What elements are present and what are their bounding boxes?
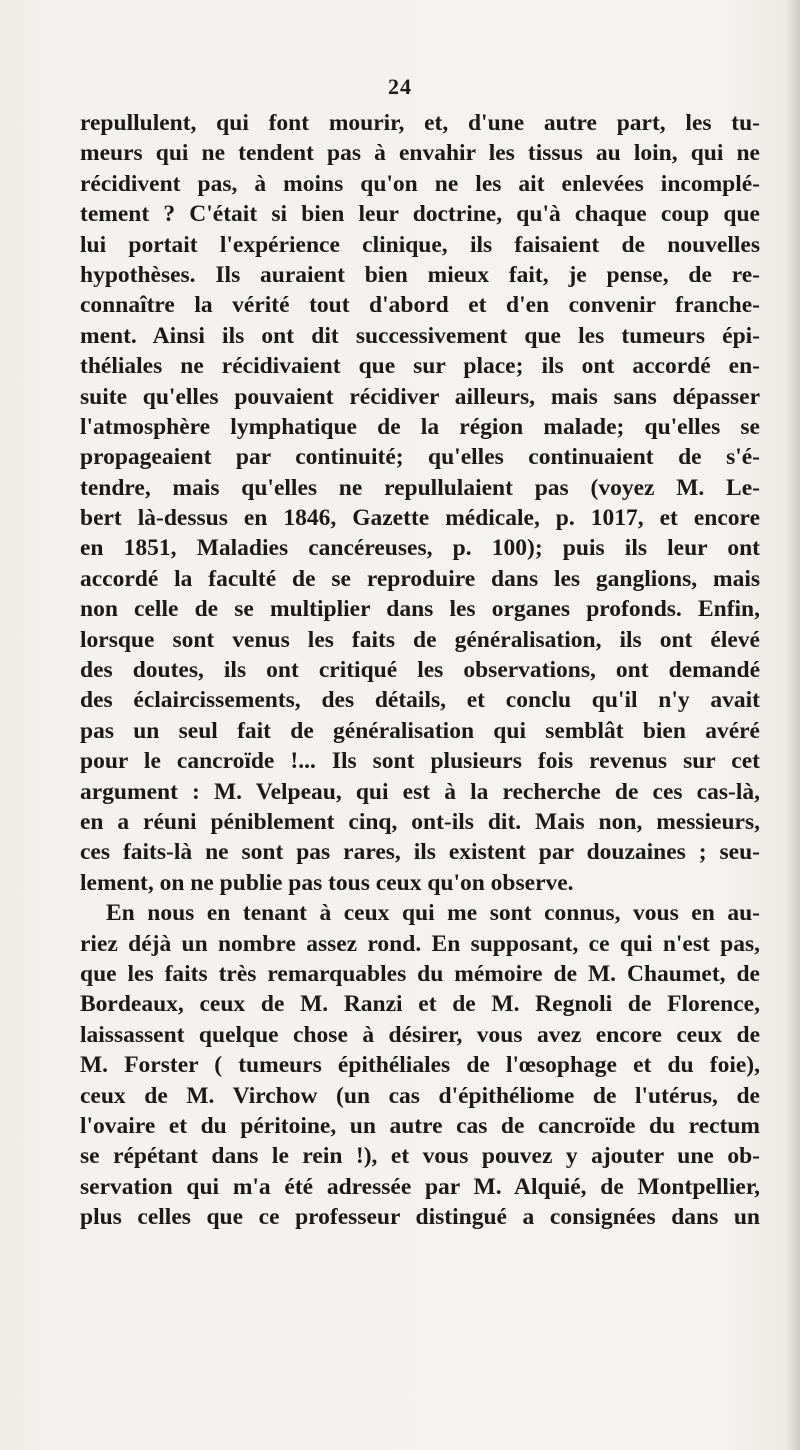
text-line: tendre, mais qu'elles ne repullulaient pas (voyez M. Le- [80, 474, 760, 501]
text-line: tement ? C'était si bien leur doctrine, qu'à chaque coup que [80, 201, 760, 228]
text-line: que les faits très remarquables du mémoire de M. Chaumet, de [80, 960, 760, 987]
text-line: meurs qui ne tendent pas à envahir les tissus au loin, qui ne [80, 140, 760, 167]
text-line: l'atmosphère lymphatique de la région malade; qu'elles se [80, 413, 760, 440]
text-line: laissassent quelque chose à désirer, vous avez encore ceux de [80, 1021, 760, 1048]
text-line: connaître la vérité tout d'abord et d'en convenir franche- [80, 292, 760, 319]
text-line: récidivent pas, à moins qu'on ne les ait enlevées incomplé- [80, 170, 760, 197]
text-line: En nous en tenant à ceux qui me sont connus, vous en au- [106, 900, 760, 927]
text-line: M. Forster ( tumeurs épithéliales de l'œsophage et du foie), [80, 1052, 760, 1079]
text-line: des éclaircissements, des détails, et conclu qu'il n'y avait [80, 687, 760, 714]
paragraph-2 [80, 898, 760, 1232]
text-line: argument : M. Velpeau, qui est à la recherche de ces cas-là, [80, 778, 760, 805]
text-line: repullulent, qui font mourir, et, d'une autre part, les tu- [80, 110, 760, 136]
text-line: Bordeaux, ceux de M. Ranzi et de M. Regnoli de Florence, [80, 991, 760, 1018]
text-line: pour le cancroïde !... Ils sont plusieurs fois revenus sur cet [80, 748, 760, 775]
text-line: ces faits-là ne sont pas rares, ils existent par douzaines ; seu- [80, 839, 760, 866]
text-line: théliales ne récidivaient que sur place; ils ont accordé en- [80, 353, 760, 380]
text-line: riez déjà un nombre assez rond. En supposant, ce qui n'est pas, [80, 930, 760, 957]
text-line: plus celles que ce professeur distingué a consignées dans un [80, 1204, 760, 1231]
text-line: ment. Ainsi ils ont dit successivement que les tumeurs épi- [80, 322, 760, 349]
text-line: hypothèses. Ils auraient bien mieux fait, je pense, de re- [80, 261, 760, 288]
text-line: servation qui m'a été adressée par M. Alquié, de Montpellier, [80, 1173, 760, 1200]
text-line: des doutes, ils ont critiqué les observations, ont demandé [80, 657, 760, 684]
text-line: en 1851, Maladies cancéreuses, p. 100); puis ils leur ont [80, 535, 760, 562]
page-edge-shadow [786, 0, 800, 1450]
text-line: bert là-dessus en 1846, Gazette médicale, p. 1017, et encore [80, 505, 760, 532]
text-line: lui portait l'expérience clinique, ils faisaient de nouvelles [80, 231, 760, 258]
text-line: ceux de M. Virchow (un cas d'épithéliome de l'utérus, de [80, 1082, 760, 1109]
text-line: se répétant dans le rein !), et vous pouvez y ajouter une ob- [80, 1143, 760, 1170]
text-line: suite qu'elles pouvaient récidiver ailleurs, mais sans dépasser [80, 383, 760, 410]
text-line: accordé la faculté de se reproduire dans les ganglions, mais [80, 565, 760, 592]
page-number: 24 [388, 74, 412, 99]
text-line: propageaient par continuité; qu'elles continuaient de s'é- [80, 444, 760, 471]
text-line: en a réuni péniblement cinq, ont-ils dit. Mais non, messieurs, [80, 808, 760, 835]
paragraph-1 [80, 108, 760, 898]
text-line: l'ovaire et du péritoine, un autre cas de cancroïde du rectum [80, 1112, 760, 1139]
text-line: pas un seul fait de généralisation qui semblât bien avéré [80, 717, 760, 744]
text-line: lorsque sont venus les faits de généralisation, ils ont élevé [80, 626, 760, 653]
text-line: non celle de se multiplier dans les organes profonds. Enfin, [80, 596, 760, 623]
body-text [80, 108, 760, 1232]
text-line: lement, on ne publie pas tous ceux qu'on observe. [80, 869, 574, 896]
